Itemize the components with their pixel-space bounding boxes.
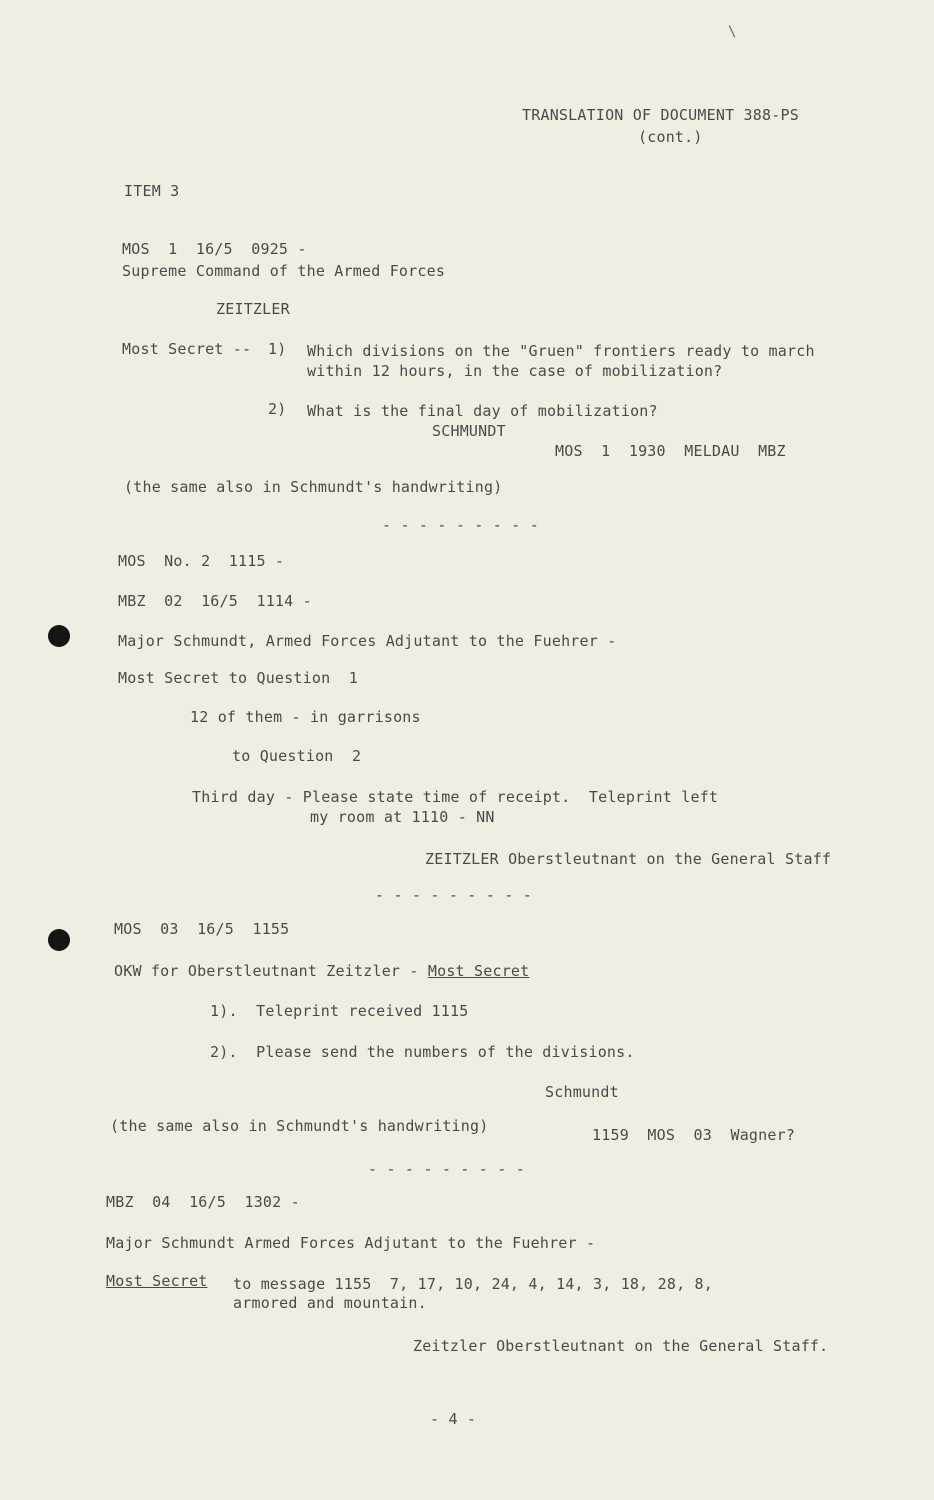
msg1-q1-line2: within 12 hours, in the case of mobilization?: [307, 362, 723, 380]
document-subtitle: (cont.): [638, 128, 703, 146]
msg4-text1: to message 1155 7, 17, 10, 24, 4, 14, 3, 18, 28, 8,: [233, 1275, 713, 1293]
msg2-ref1: MOS No. 2 1115 -: [118, 552, 285, 570]
msg1-q1-line1: Which divisions on the "Gruen" frontiers ready to march: [307, 342, 815, 360]
msg1-ref: MOS 1 16/5 0925 -: [122, 240, 307, 258]
msg3-routing: 1159 MOS 03 Wagner?: [592, 1126, 796, 1144]
item-label: ITEM 3: [124, 182, 180, 200]
msg3-item2: 2). Please send the numbers of the divisions.: [210, 1043, 635, 1061]
page-number: - 4 -: [430, 1410, 477, 1428]
msg2-line4a: Third day - Please state time of receipt. Teleprint left: [192, 788, 719, 806]
msg4-ref: MBZ 04 16/5 1302 -: [106, 1193, 300, 1211]
msg3-item1: 1). Teleprint received 1115: [210, 1002, 469, 1020]
msg2-line4b: my room at 1110 - NN: [310, 808, 495, 826]
msg1-to: Supreme Command of the Armed Forces: [122, 262, 446, 280]
msg1-classification: Most Secret --: [122, 340, 252, 358]
document-title: TRANSLATION OF DOCUMENT 388-PS: [522, 106, 799, 124]
divider-2: - - - - - - - - -: [375, 886, 532, 904]
punch-hole-lower: [48, 929, 70, 951]
msg2-signer: ZEITZLER Oberstleutnant on the General Staff: [425, 850, 832, 868]
punch-hole-upper: [48, 625, 70, 647]
msg1-q2-text: What is the final day of mobilization?: [307, 402, 658, 420]
msg1-q1-num: 1): [268, 340, 287, 358]
msg2-to: Major Schmundt, Armed Forces Adjutant to the Fuehrer -: [118, 632, 617, 650]
msg1-note: (the same also in Schmundt's handwriting): [124, 478, 503, 496]
msg4-to: Major Schmundt Armed Forces Adjutant to the Fuehrer -: [106, 1234, 596, 1252]
msg3-to-prefix: OKW for Oberstleutnant Zeitzler -: [114, 962, 428, 980]
msg1-q2-num: 2): [268, 400, 287, 418]
msg2-ref2: MBZ 02 16/5 1114 -: [118, 592, 312, 610]
msg4-signer: Zeitzler Oberstleutnant on the General Staff.: [413, 1337, 829, 1355]
msg1-signer: SCHMUNDT: [432, 422, 506, 440]
divider-1: - - - - - - - - -: [382, 516, 539, 534]
msg2-line3: to Question 2: [232, 747, 362, 765]
msg3-note: (the same also in Schmundt's handwriting): [110, 1117, 489, 1135]
divider-3: - - - - - - - - -: [368, 1160, 525, 1178]
msg4-text2: armored and mountain.: [233, 1294, 427, 1312]
msg1-routing: MOS 1 1930 MELDAU MBZ: [555, 442, 786, 460]
stray-mark: \: [728, 24, 737, 40]
msg3-to-classification: Most Secret: [427, 962, 530, 980]
msg1-addressee: ZEITZLER: [216, 300, 290, 318]
msg4-classification: Most Secret: [106, 1272, 208, 1290]
msg3-ref: MOS 03 16/5 1155: [114, 920, 290, 938]
msg2-line2: 12 of them - in garrisons: [190, 708, 421, 726]
msg3-to: [114, 962, 529, 980]
msg3-signer: Schmundt: [545, 1083, 619, 1101]
msg2-line1: Most Secret to Question 1: [118, 669, 358, 687]
